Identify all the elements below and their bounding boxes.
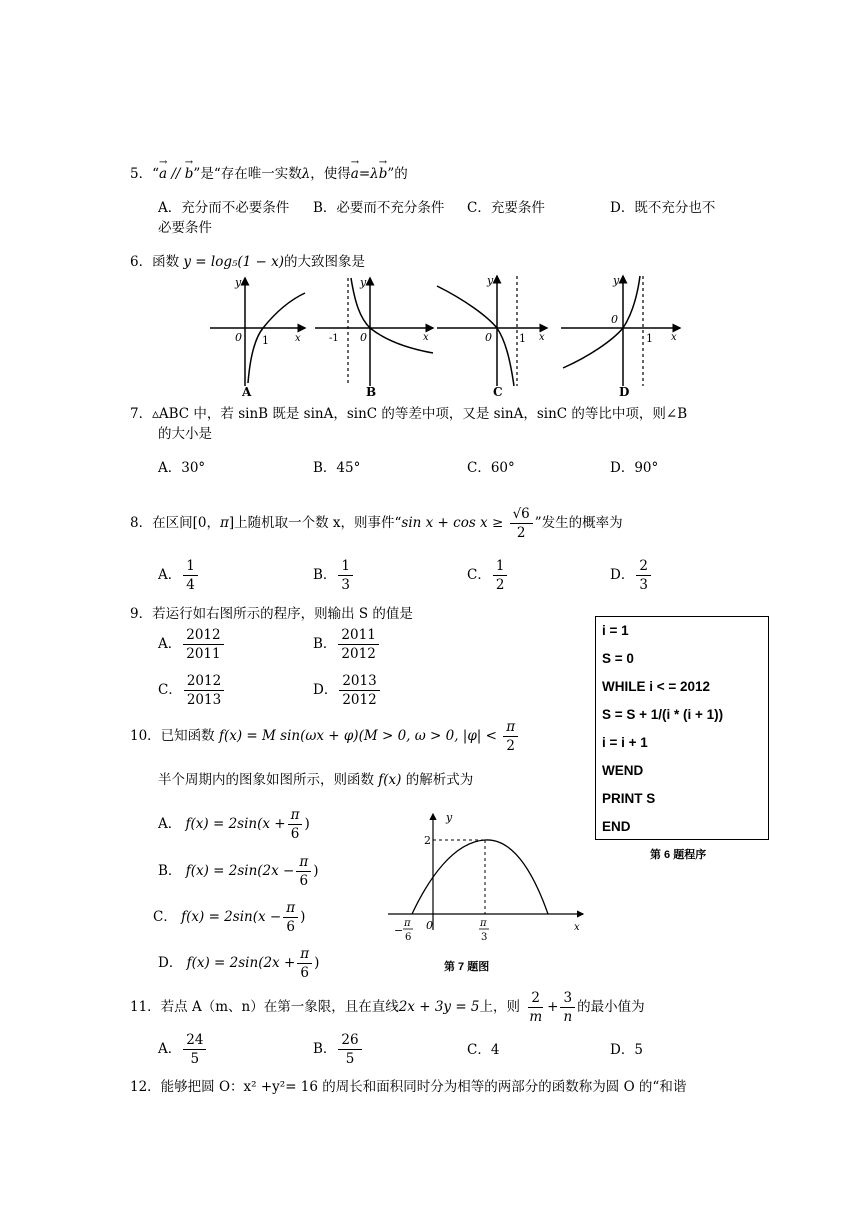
q10-stem-line2: 半个周期内的图象如图所示，则函数 f(x) 的解析式为 bbox=[158, 772, 474, 788]
q6-graph-d bbox=[561, 274, 680, 398]
svg-text:B: B bbox=[366, 385, 377, 398]
q6-stem: 6．函数 y = log₅(1 − x)的大致图象是 bbox=[130, 254, 366, 270]
program-line: S = 0 bbox=[602, 651, 634, 666]
svg-text:x: x bbox=[671, 332, 677, 343]
svg-text:0: 0 bbox=[426, 919, 433, 932]
q10-stem: 10．已知函数 f(x) = M sin(ωx + φ)(M > 0, ω > 0, |φ| < $\frac{\pi}{2}$ bbox=[130, 718, 520, 755]
q9-option-c: C． $\frac{2012}{2013}$ bbox=[158, 672, 226, 709]
q8-stem: 8．在区间[0，π]上随机取一个数 x，则事件“sin x + cos x ≥ $\frac{√6}{2}$ ”发生的概率为 bbox=[130, 506, 623, 541]
q11-stem: 11．若点 A（m、n）在第一象限，且在直线2x + 3y = 5上，则 $\frac{2}{m}$ + $\frac{3}{n}$ 的最小值为 bbox=[130, 990, 645, 1025]
q5-stem: 5．“→ a // → b”是“存在唯一实数λ，使得→ a=λ→ b”的 bbox=[130, 165, 408, 183]
vector-a: → a bbox=[159, 165, 167, 183]
program-line: WHILE i < = 2012 bbox=[602, 679, 711, 694]
q7-option-c: C．60° bbox=[467, 460, 515, 476]
svg-text:-1: -1 bbox=[329, 333, 339, 344]
q6-graph-b bbox=[315, 276, 433, 398]
svg-text:0: 0 bbox=[235, 331, 242, 344]
vector-b: → b bbox=[185, 165, 194, 183]
q10-graph-caption: 第 7 题图 bbox=[444, 961, 490, 973]
q6-graph-c bbox=[437, 274, 547, 398]
q10-option-b: B． f(x) = 2sin(2x − $\frac{\pi}{6}$ ) bbox=[158, 854, 319, 889]
svg-text:x: x bbox=[539, 332, 545, 343]
svg-text:0: 0 bbox=[360, 331, 367, 344]
q5-option-b: B．必要而不充分条件 bbox=[313, 200, 445, 216]
svg-text:1: 1 bbox=[262, 334, 269, 347]
q7-option-b: B．45° bbox=[313, 460, 361, 476]
q5-option-d-cont: 必要条件 bbox=[158, 220, 212, 236]
q11-option-d: D．5 bbox=[610, 1042, 643, 1058]
program-line: i = i + 1 bbox=[602, 735, 648, 750]
svg-text:C: C bbox=[493, 385, 503, 398]
svg-text:y: y bbox=[360, 276, 367, 289]
program-line: WEND bbox=[602, 763, 644, 778]
svg-text:0: 0 bbox=[611, 313, 618, 326]
program-caption: 第 6 题程序 bbox=[650, 849, 707, 861]
svg-text:0: 0 bbox=[485, 331, 492, 344]
svg-text:y: y bbox=[487, 274, 494, 287]
q10-graph bbox=[388, 810, 588, 970]
svg-text:1: 1 bbox=[646, 332, 653, 345]
program-box bbox=[595, 616, 769, 840]
svg-text:y: y bbox=[613, 274, 620, 287]
svg-text:A: A bbox=[242, 385, 252, 398]
q10-option-a: A． f(x) = 2sin(x + $\frac{\pi}{6}$ ) bbox=[158, 807, 310, 842]
svg-text:D: D bbox=[619, 385, 630, 398]
q8-option-d: D． $\frac{2}{3}$ bbox=[610, 557, 653, 594]
q7-stem-line1: 7．▵ABC 中，若 sinB 既是 sinA，sinC 的等差中项，又是 sinA，sinC 的等比中项，则∠B bbox=[130, 406, 688, 422]
svg-text:x: x bbox=[574, 922, 580, 933]
q8-option-c: C． $\frac{1}{2}$ bbox=[467, 557, 509, 594]
svg-text:x: x bbox=[423, 332, 429, 343]
svg-text:−: − bbox=[394, 924, 404, 937]
svg-text:1: 1 bbox=[519, 332, 526, 345]
q6-graphs bbox=[205, 268, 685, 398]
svg-text:2: 2 bbox=[424, 834, 431, 847]
q9-stem: 9．若运行如右图所示的程序，则输出 S 的值是 bbox=[130, 606, 413, 622]
q9-option-a: A． $\frac{2012}{2011}$ bbox=[158, 626, 226, 663]
program-line: END bbox=[602, 819, 631, 834]
q9-option-b: B． $\frac{2011}{2012}$ bbox=[313, 626, 381, 663]
q11-option-c: C．4 bbox=[467, 1042, 500, 1058]
q8-option-b: B． $\frac{1}{3}$ bbox=[313, 557, 355, 594]
svg-text:π: π bbox=[404, 918, 411, 929]
q7-stem-line2: 的大小是 bbox=[158, 426, 212, 442]
q7-option-d: D．90° bbox=[610, 460, 659, 476]
program-line: i = 1 bbox=[602, 623, 629, 638]
q5-option-d: D．既不充分也不 bbox=[610, 200, 716, 216]
q5-option-c: C．充要条件 bbox=[467, 200, 545, 216]
q7-option-a: A．30° bbox=[158, 460, 206, 476]
svg-text:y: y bbox=[446, 811, 453, 824]
q6-graph-a bbox=[210, 276, 305, 398]
q12-stem: 12．能够把圆 O：x² +y²= 16 的周长和面积同时分为相等的两部分的函数称为圆 O 的“和谐 bbox=[130, 1079, 687, 1095]
q8-option-a: A． $\frac{1}{4}$ bbox=[158, 557, 200, 594]
q9-option-d: D． $\frac{2013}{2012}$ bbox=[313, 672, 382, 709]
program-line: PRINT S bbox=[602, 791, 656, 806]
q11-option-b: B． $\frac{26}{5}$ bbox=[313, 1031, 364, 1068]
q10-option-c: C． f(x) = 2sin(x − $\frac{\pi}{6}$ ) bbox=[153, 900, 306, 935]
q5-option-a: A．充分而不必要条件 bbox=[158, 200, 290, 216]
svg-text:3: 3 bbox=[481, 932, 488, 943]
svg-text:π: π bbox=[480, 918, 487, 929]
svg-text:y: y bbox=[235, 276, 242, 289]
q10-option-d: D． f(x) = 2sin(2x + $\frac{\pi}{6}$ ) bbox=[158, 946, 320, 981]
q11-option-a: A． $\frac{24}{5}$ bbox=[158, 1031, 208, 1068]
svg-text:x: x bbox=[295, 333, 301, 344]
program-line: S = S + 1/(i * (i + 1)) bbox=[602, 707, 724, 722]
svg-text:6: 6 bbox=[405, 932, 412, 943]
